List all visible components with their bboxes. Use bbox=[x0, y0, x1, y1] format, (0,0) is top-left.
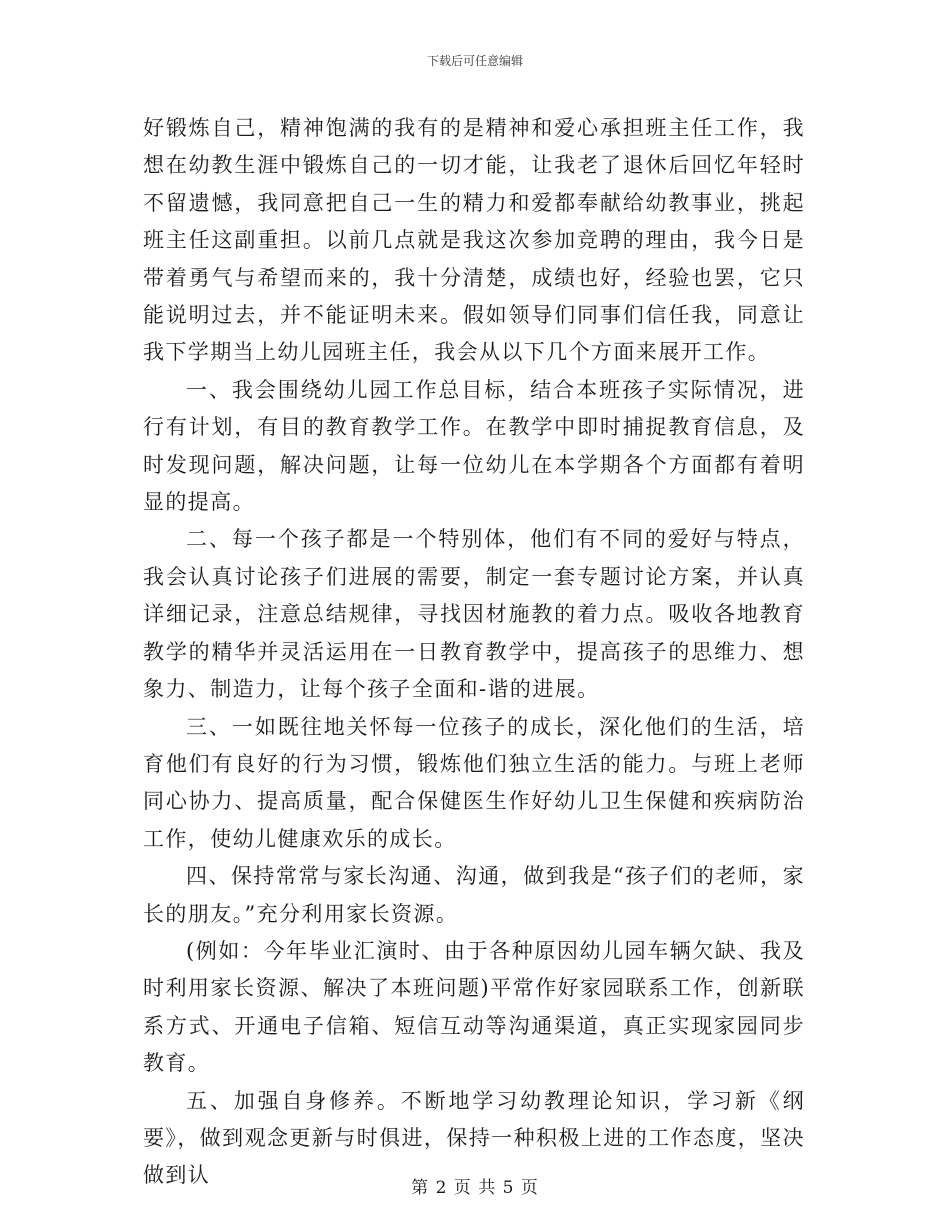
page-header: 下载后可任意编辑 bbox=[426, 54, 523, 68]
paragraph-continuation: 好锻炼自己，精神饱满的我有的是精神和爱心承担班主任工作，我想在幼教生涯中锻炼自己的一切才能，让我老了退休后回忆年轻时不留遗憾，我同意把自己一生的精力和爱都奉献给幼教事业，挑起班主任这副重担。以前几点就是我这次参加竞聘的理由，我今日是带着勇气与希望而来的，我十分清楚，成绩也好，经验也罢，它只能说明过去，并不能证明未来。假如领导们同事们信任我，同意让我下学期当上幼儿园班主任，我会从以下几个方面来展开工作。 bbox=[143, 116, 805, 365]
paragraph-item-1: 一、我会围绕幼儿园工作总目标，结合本班孩子实际情况，进行有计划，有目的教育教学工作。在教学中即时捕捉教育信息，及时发现问题，解决问题，让每一位幼儿在本学期各个方面都有着明显的提高。 bbox=[143, 377, 805, 515]
paragraph-item-4: 四、保持常常与家长沟通、沟通，做到我是“孩子们的老师，家长的朋友。”充分利用家长资源。 bbox=[143, 864, 805, 926]
document-body bbox=[143, 110, 805, 1195]
paragraph-item-3: 三、一如既往地关怀每一位孩子的成长，深化他们的生活，培育他们有良好的行为习惯，锻炼他们独立生活的能力。与班上老师同心协力、提高质量，配合保健医生作好幼儿卫生保健和疾病防治工作，使幼儿健康欢乐的成长。 bbox=[143, 714, 805, 851]
paragraph-item-2: 二、每一个孩子都是一个特别体，他们有不同的爱好与特点，我会认真讨论孩子们进展的需要，制定一套专题讨论方案，并认真详细记录，注意总结规律，寻找因材施教的着力点。吸收各地教育教学的精华并灵活运用在一日教育教学中，提高孩子的思维力、想象力、制造力，让每个孩子全面和-谐的进展。 bbox=[143, 527, 805, 702]
paragraph-example: (例如：今年毕业汇演时、由于各种原因幼儿园车辆欠缺、我及时利用家长资源、解决了本班问题)平常作好家园联系工作，创新联系方式、开通电子信箱、短信互动等沟通渠道，真正实现家园同步教育。 bbox=[143, 938, 805, 1076]
paragraph-item-5: 五、加强自身修养。不断地学习幼教理论知识，学习新《纲要》，做到观念更新与时俱进，保持一种积极上进的工作态度，坚决做到认 bbox=[143, 1088, 805, 1188]
page-number: 第 2 页 共 5 页 bbox=[411, 1178, 539, 1198]
